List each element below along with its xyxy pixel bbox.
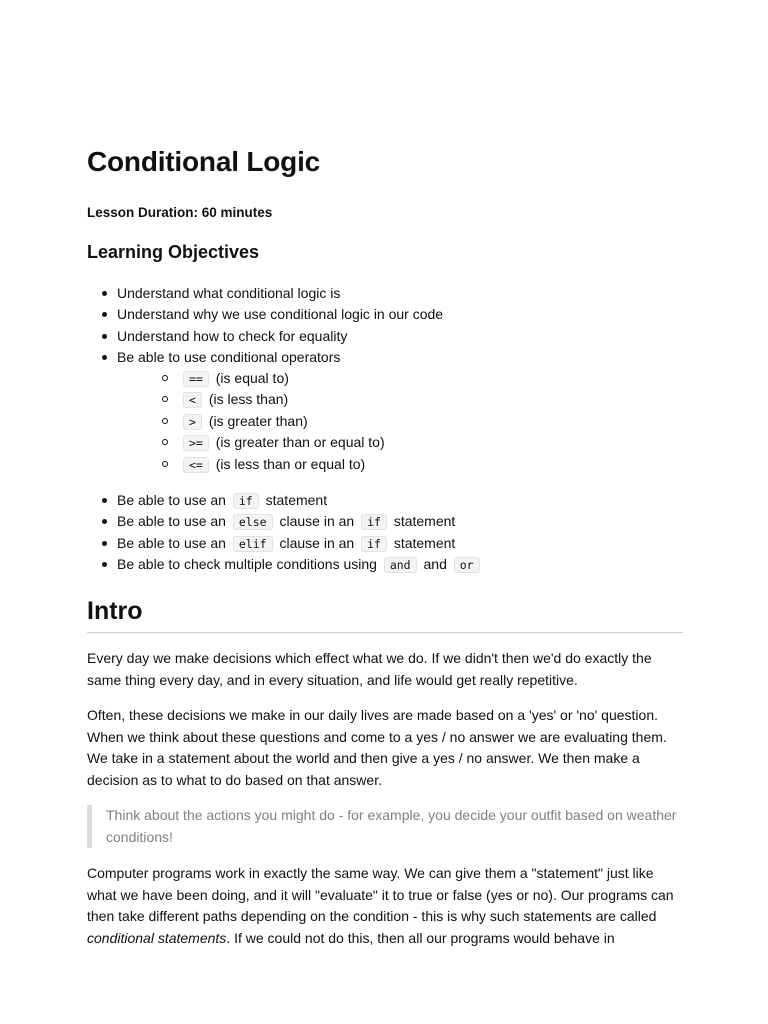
list-item-text: clause in an [279, 534, 355, 551]
code-snippet: <= [183, 457, 209, 473]
lesson-duration: Lesson Duration: 60 minutes [87, 205, 273, 220]
code-snippet: or [454, 557, 480, 573]
objectives-heading: Learning Objectives [87, 242, 260, 262]
intro-paragraph-2: Often, these decisions we make in our daily lives are made based on a 'yes' or 'no' question. When we think about these questions and come to a yes / no answer we are evaluating them. We take in a statement about the world and then give a yes / no answer. We then make a decision as to what to do based on that answer. [87, 707, 667, 788]
list-item-text: Be able to check multiple conditions using [117, 555, 377, 572]
list-item-text: and [423, 555, 447, 572]
operator-desc: (is greater than or equal to) [215, 434, 385, 451]
intro-paragraph-1: Every day we make decisions which effect what we do. If we didn't then we'd do exactly the same thing every day, and in every situation, and life would get really repetitive. [87, 650, 652, 688]
list-item-text: Be able to use an [117, 513, 226, 530]
list-item-text: clause in an [279, 513, 355, 530]
intro-paragraph-3 [87, 863, 683, 949]
list-item-text: statement [393, 534, 456, 551]
list-item-text: Be able to use conditional operators [117, 348, 341, 365]
list-item [87, 512, 683, 533]
operator-item [117, 433, 683, 455]
operator-item [117, 412, 683, 434]
operator-desc: (is equal to) [215, 369, 289, 386]
operator-item [117, 369, 683, 391]
list-item [87, 348, 683, 477]
code-snippet: and [384, 557, 417, 573]
code-snippet: < [183, 392, 202, 408]
operator-item [117, 390, 683, 412]
list-item [87, 491, 683, 512]
operator-item [117, 455, 683, 477]
objectives-list-continued [87, 491, 683, 576]
page-title: Conditional Logic [87, 146, 321, 177]
blockquote [87, 805, 696, 848]
operator-desc: (is less than) [208, 391, 289, 408]
list-item: Understand why we use conditional logic in our code [87, 305, 683, 326]
emphasis-text: conditional statements [87, 929, 227, 946]
code-snippet: > [183, 414, 202, 430]
code-snippet: else [233, 514, 273, 530]
code-snippet: >= [183, 435, 209, 451]
list-item-text: Be able to use an [117, 492, 226, 508]
code-snippet: if [233, 493, 259, 509]
objectives-list [87, 284, 683, 476]
operators-list [117, 369, 683, 477]
heading-divider [87, 632, 683, 633]
blockquote-text: Think about the actions you might do - for example, you decide your outfit based on weather conditions! [106, 807, 677, 845]
operator-desc: (is less than or equal to) [215, 455, 366, 472]
list-item-text: statement [265, 492, 328, 508]
code-snippet: == [183, 371, 209, 387]
code-snippet: elif [233, 536, 273, 552]
list-item: Understand what conditional logic is [87, 284, 683, 305]
list-item [87, 555, 683, 576]
list-item-text: statement [393, 513, 456, 530]
list-item [87, 534, 683, 555]
operator-desc: (is greater than) [208, 412, 308, 429]
list-item: Understand how to check for equality [87, 327, 683, 348]
paragraph-text: . If we could not do this, then all our programs would behave in [226, 929, 615, 946]
list-item-text: Be able to use an [117, 534, 226, 551]
paragraph-text: Computer programs work in exactly the same way. We can give them a "statement" just like what we have been doing, and it will "evaluate" it to true or false (yes or no). Our programs can then take different paths depending on the condition - this is why such statements are called [87, 865, 674, 924]
code-snippet: if [361, 536, 387, 552]
code-snippet: if [361, 514, 387, 530]
intro-heading: Intro [87, 597, 143, 625]
